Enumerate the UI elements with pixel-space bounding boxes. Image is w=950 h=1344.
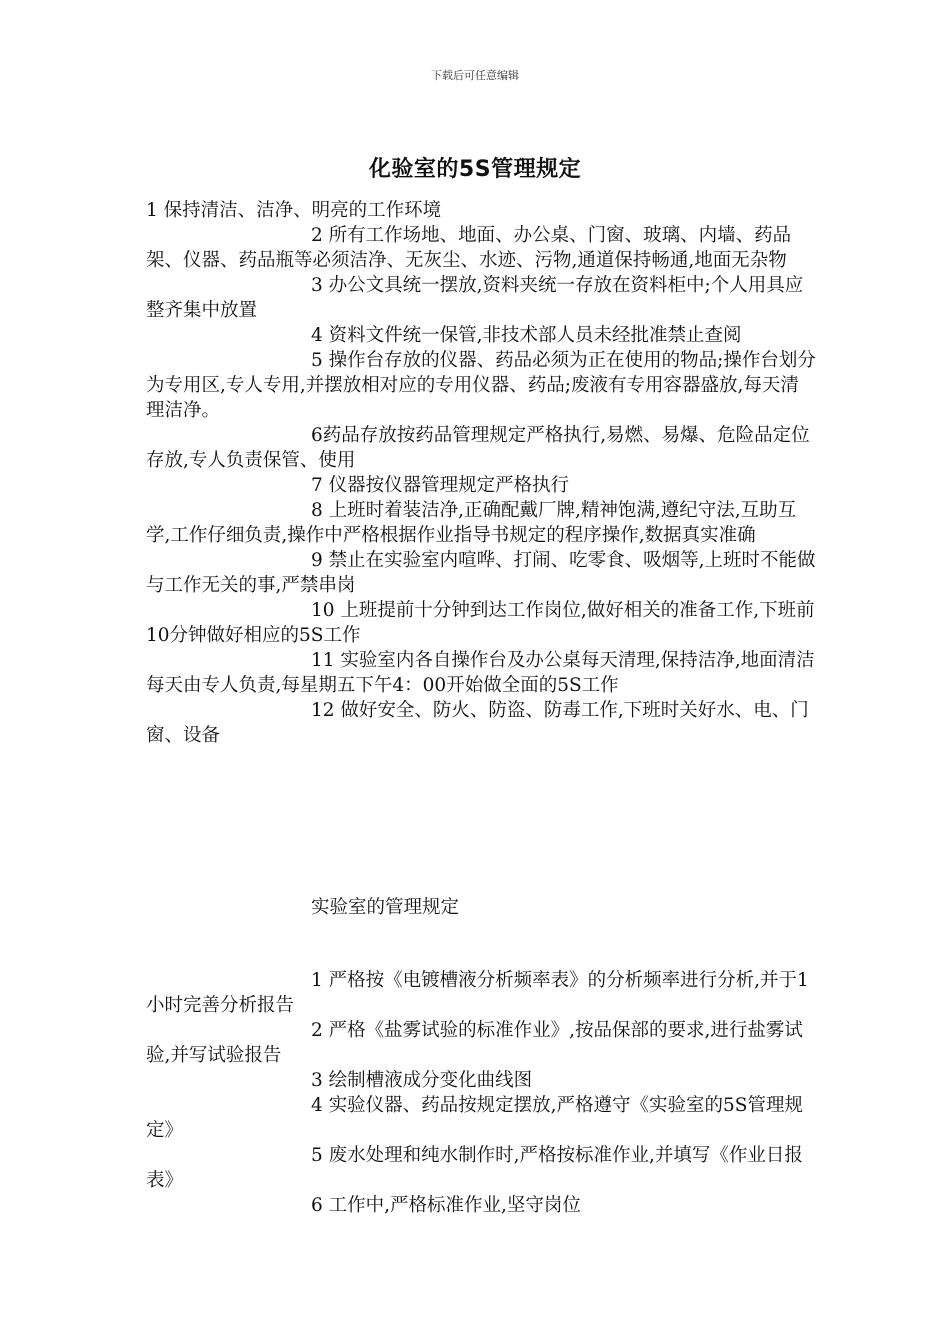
regulation-item: 11 实验室内各自操作台及办公桌每天清理,保持洁净,地面清洁每天由专人负责,每星期五下午4：00开始做全面的5S工作: [146, 650, 815, 696]
regulation-item: 3 绘制槽液成分变化曲线图: [311, 1070, 533, 1091]
header-note: 下载后可任意编辑: [431, 69, 519, 82]
regulation-item: 9 禁止在实验室内喧哗、打闹、吃零食、吸烟等,上班时不能做与工作无关的事,严禁串岗: [146, 550, 816, 596]
section-subtitle: 实验室的管理规定: [311, 897, 460, 918]
regulation-item: 3 办公文具统一摆放,资料夹统一存放在资料柜中;个人用具应整齐集中放置: [146, 275, 804, 321]
document-title: 化验室的5S管理规定: [368, 157, 582, 182]
regulation-item: 12 做好安全、防火、防盗、防毒工作,下班时关好水、电、门窗、设备: [146, 700, 809, 746]
regulation-item: 1 保持清洁、洁净、明亮的工作环境: [146, 200, 442, 221]
regulation-item: 8 上班时着装洁净,正确配戴厂牌,精神饱满,遵纪守法,互助互学,工作仔细负责,操作中严格根据作业指导书规定的程序操作,数据真实准确: [146, 500, 797, 546]
regulation-item: 4 资料文件统一保管,非技术部人员未经批准禁止查阅: [311, 325, 742, 346]
regulations-section-lab: [146, 968, 816, 1218]
regulation-item: 1 严格按《电镀槽液分析频率表》的分析频率进行分析,并于1小时完善分析报告: [146, 970, 809, 1016]
regulation-item: 2 所有工作场地、地面、办公桌、门窗、玻璃、内墙、药品架、仪器、药品瓶等必须洁净、无灰尘、水迹、污物,通道保持畅通,地面无杂物: [146, 225, 792, 271]
regulations-section-5s: [146, 198, 816, 748]
regulation-item: 2 严格《盐雾试验的标准作业》,按品保部的要求,进行盐雾试验,并写试验报告: [146, 1020, 803, 1066]
regulation-item: 10 上班提前十分钟到达工作岗位,做好相关的准备工作,下班前10分钟做好相应的5S工作: [146, 600, 815, 646]
regulation-item: 6药品存放按药品管理规定严格执行,易燃、易爆、危险品定位存放,专人负责保管、使用: [146, 425, 810, 471]
regulation-item: 5 操作台存放的仪器、药品必须为正在使用的物品;操作台划分为专用区,专人专用,并摆放相对应的专用仪器、药品;废液有专用容器盛放,每天清理洁净。: [146, 350, 816, 421]
regulation-item: 4 实验仪器、药品按规定摆放,严格遵守《实验室的5S管理规定》: [146, 1095, 803, 1141]
regulation-item: 7 仪器按仪器管理规定严格执行: [311, 475, 570, 496]
regulation-item: 5 废水处理和纯水制作时,严格按标准作业,并填写《作业日报表》: [146, 1145, 803, 1191]
regulation-item: 6 工作中,严格标准作业,坚守岗位: [311, 1195, 581, 1216]
